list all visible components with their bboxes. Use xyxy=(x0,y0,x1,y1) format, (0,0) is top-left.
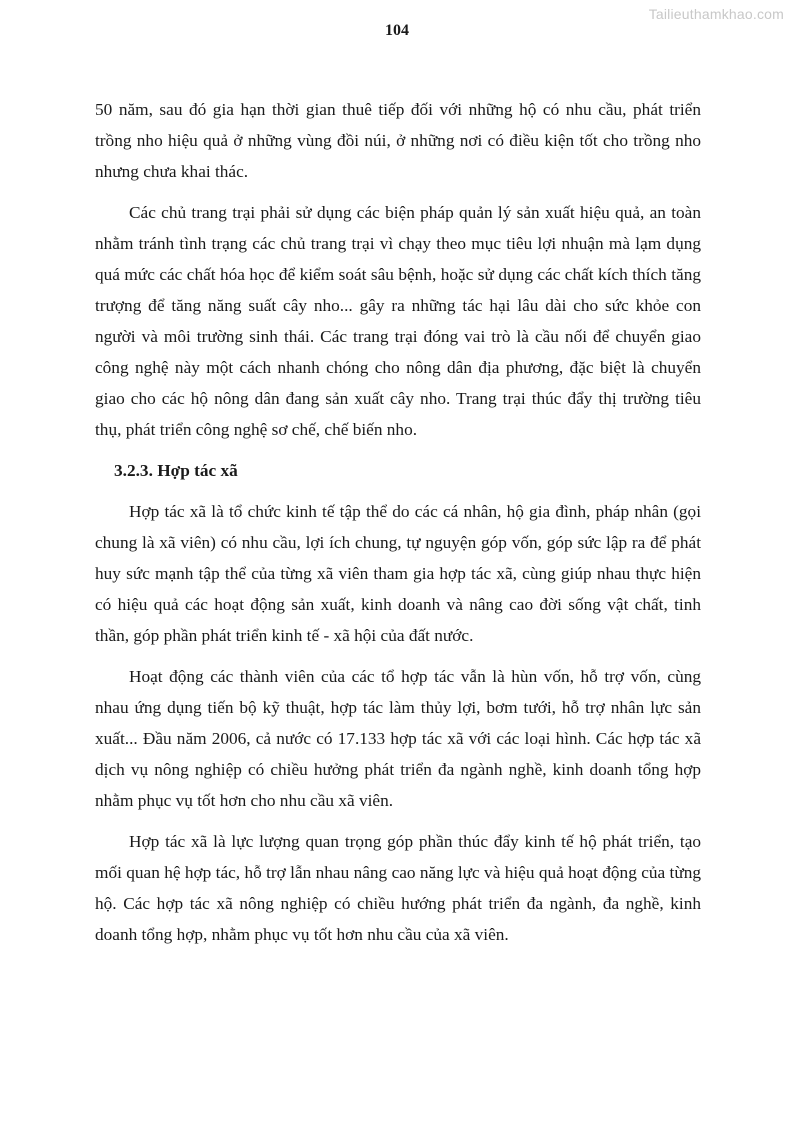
paragraph: Hợp tác xã là lực lượng quan trọng góp phần thúc đẩy kinh tế hộ phát triển, tạo mối quan hệ hợp tác, hỗ trợ lẫn nhau nâng cao năng lực và hiệu quả hoạt động của từng hộ. Các hợp tác xã nông nghiệp có chiều hướng phát triển đa ngành, đa nghề, kinh doanh tổng hợp, nhằm phục vụ tốt hơn nhu cầu của xã viên. xyxy=(95,832,701,944)
section-heading: 3.2.3. Hợp tác xã xyxy=(114,461,238,480)
document-body xyxy=(95,94,701,960)
paragraph: Hoạt động các thành viên của các tổ hợp tác vẫn là hùn vốn, hỗ trợ vốn, cùng nhau ứng dụng tiến bộ kỹ thuật, hợp tác làm thủy lợi, bơm tưới, hỗ trợ nhân lực sản xuất... Đầu năm 2006, cả nước có 17.133 hợp tác xã với các loại hình. Các hợp tác xã dịch vụ nông nghiệp có chiều hưởng phát triển đa ngành nghề, kinh doanh tổng hợp nhằm phục vụ tốt hơn cho nhu cầu xã viên. xyxy=(95,667,701,810)
paragraph: Hợp tác xã là tổ chức kinh tế tập thể do các cá nhân, hộ gia đình, pháp nhân (gọi chung là xã viên) có nhu cầu, lợi ích chung, tự nguyện góp vốn, góp sức lập ra để phát huy sức mạnh tập thể của từng xã viên tham gia hợp tác xã, cùng giúp nhau thực hiện có hiệu quả các hoạt động sản xuất, kinh doanh và nâng cao đời sống vật chất, tinh thần, góp phần phát triển kinh tế - xã hội của đất nước. xyxy=(95,502,701,645)
page-number: 104 xyxy=(385,22,409,39)
paragraph: Các chủ trang trại phải sử dụng các biện pháp quản lý sản xuất hiệu quả, an toàn nhằm tránh tình trạng các chủ trang trại vì chạy theo mục tiêu lợi nhuận mà lạm dụng quá mức các chất hóa học để kiểm soát sâu bệnh, hoặc sử dụng các chất kích thích tăng trượng để tăng năng suất cây nho... gây ra những tác hại lâu dài cho sức khỏe con người và môi trường sinh thái. Các trang trại đóng vai trò là cầu nối để chuyển giao công nghệ này một cách nhanh chóng cho nông dân địa phương, đặc biệt là chuyển giao cho các hộ nông dân đang sản xuất cây nho. Trang trại thúc đẩy thị trường tiêu thụ, phát triển công nghệ sơ chế, chế biến nho. xyxy=(95,203,701,439)
paragraph-continued: 50 năm, sau đó gia hạn thời gian thuê tiếp đối với những hộ có nhu cầu, phát triển trồng nho hiệu quả ở những vùng đồi núi, ở những nơi có điều kiện tốt cho trồng nho nhưng chưa khai thác. xyxy=(95,100,701,181)
watermark: Tailieuthamkhao.com xyxy=(648,6,784,22)
